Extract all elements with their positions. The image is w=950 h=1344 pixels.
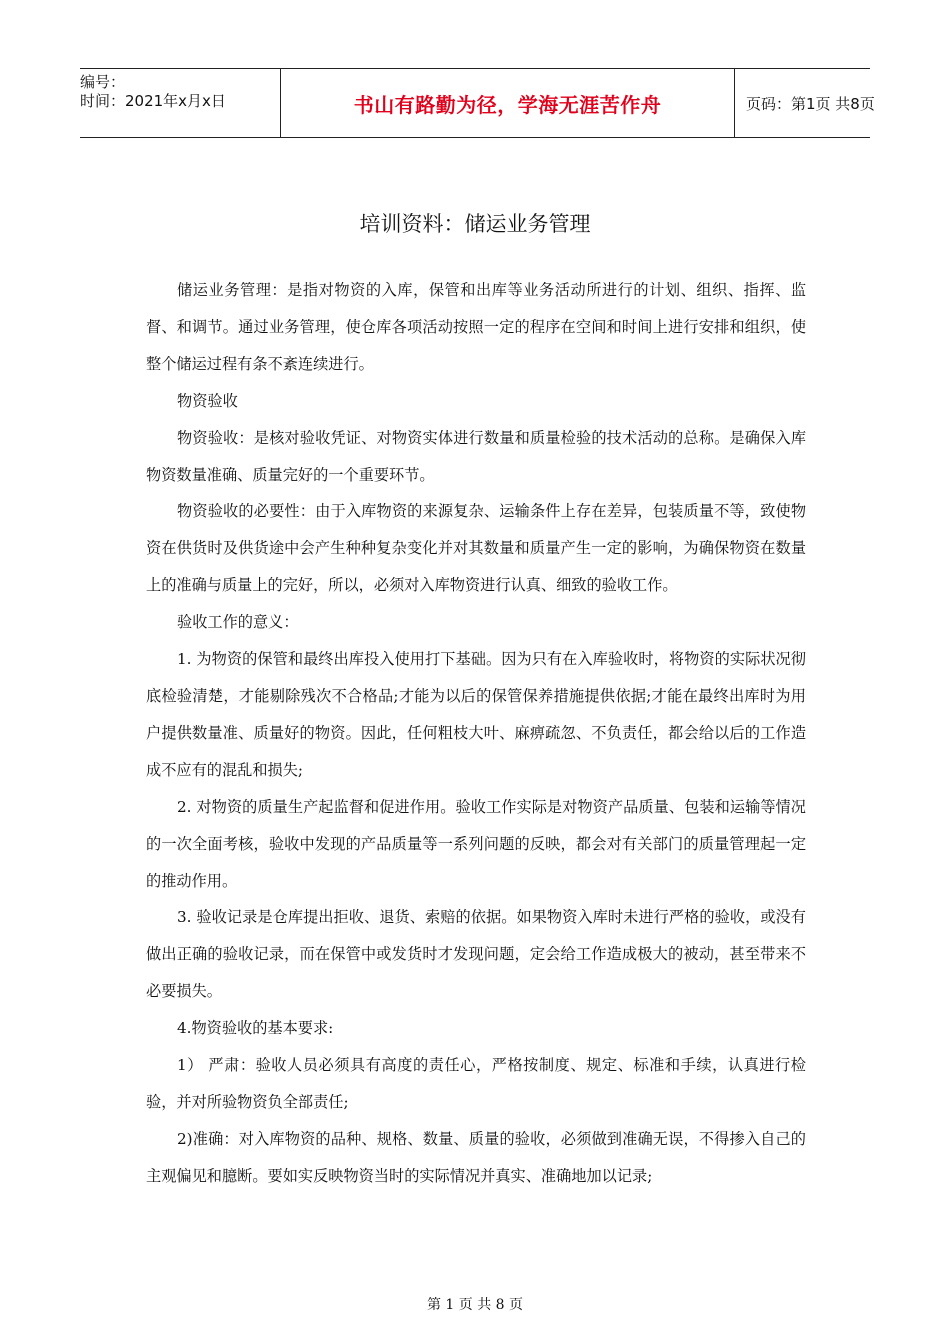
list-item: 2)准确：对入库物资的品种、规格、数量、质量的验收，必须做到准确无误，不得掺入自己的主观偏见和臆断。要如实反映物资当时的实际情况并真实、准确地加以记录; bbox=[146, 1129, 806, 1185]
header-motto: 书山有路勤为径，学海无涯苦作舟 bbox=[353, 92, 662, 117]
document-body bbox=[146, 272, 806, 1195]
page-header bbox=[80, 68, 875, 138]
header-motto-cell bbox=[280, 69, 735, 137]
number-label: 编号： bbox=[80, 73, 126, 91]
list-item: 3. 验收记录是仓库提出拒收、退货、索赔的依据。如果物资入库时未进行严格的验收，或没有做出正确的验收记录，而在保管中或发货时才发现问题，定会给工作造成极大的被动，甚至带来不必要损失。 bbox=[146, 908, 806, 1001]
page-footer: 第 1 页 共 8 页 bbox=[426, 1297, 524, 1313]
list-item: 2. 对物资的质量生产起监督和促进作用。验收工作实际是对物资产品质量、包装和运输等情况的一次全面考核，验收中发现的产品质量等一系列问题的反映，都会对有关部门的质量管理起一定的推动作用。 bbox=[146, 797, 806, 890]
header-page-info: 页码：第1页 共8页 bbox=[746, 94, 875, 113]
paragraph: 物资验收：是核对验收凭证、对物资实体进行数量和质量检验的技术活动的总称。是确保入库物资数量准确、质量完好的一个重要环节。 bbox=[146, 428, 806, 484]
document-title: 培训资料：储运业务管理 bbox=[359, 212, 591, 236]
paragraph: 储运业务管理：是指对物资的入库，保管和出库等业务活动所进行的计划、组织、指挥、监督、和调节。通过业务管理，使仓库各项活动按照一定的程序在空间和时间上进行安排和组织，使整个储运过程有条不紊连续进行。 bbox=[146, 281, 806, 373]
section-heading: 物资验收 bbox=[177, 391, 238, 410]
list-item: 1） 严肃：验收人员必须具有高度的责任心，严格按制度、规定、标准和手续，认真进行检验，并对所验物资负全部责任; bbox=[146, 1056, 806, 1111]
section-heading: 4.物资验收的基本要求: bbox=[177, 1019, 334, 1038]
section-heading: 验收工作的意义： bbox=[177, 613, 299, 632]
list-item: 1. 为物资的保管和最终出库投入使用打下基础。因为只有在入库验收时，将物资的实际状况彻底检验清楚，才能剔除残次不合格品;才能为以后的保管保养措施提供依据;才能在最终出库时为用户提供数量准、质量好的物资。因此，任何粗枝大叶、麻痹疏忽、不负责任，都会给以后的工作造成不应有的混乱和损失; bbox=[146, 650, 806, 779]
header-meta bbox=[80, 69, 280, 141]
date-label: 时间：2021年x月x日 bbox=[80, 92, 226, 110]
paragraph: 物资验收的必要性：由于入库物资的来源复杂、运输条件上存在差异，包装质量不等，致使物资在供货时及供货途中会产生种种复杂变化并对其数量和质量产生一定的影响，为确保物资在数量上的准确与质量上的完好，所以，必须对入库物资进行认真、细致的验收工作。 bbox=[146, 502, 806, 595]
